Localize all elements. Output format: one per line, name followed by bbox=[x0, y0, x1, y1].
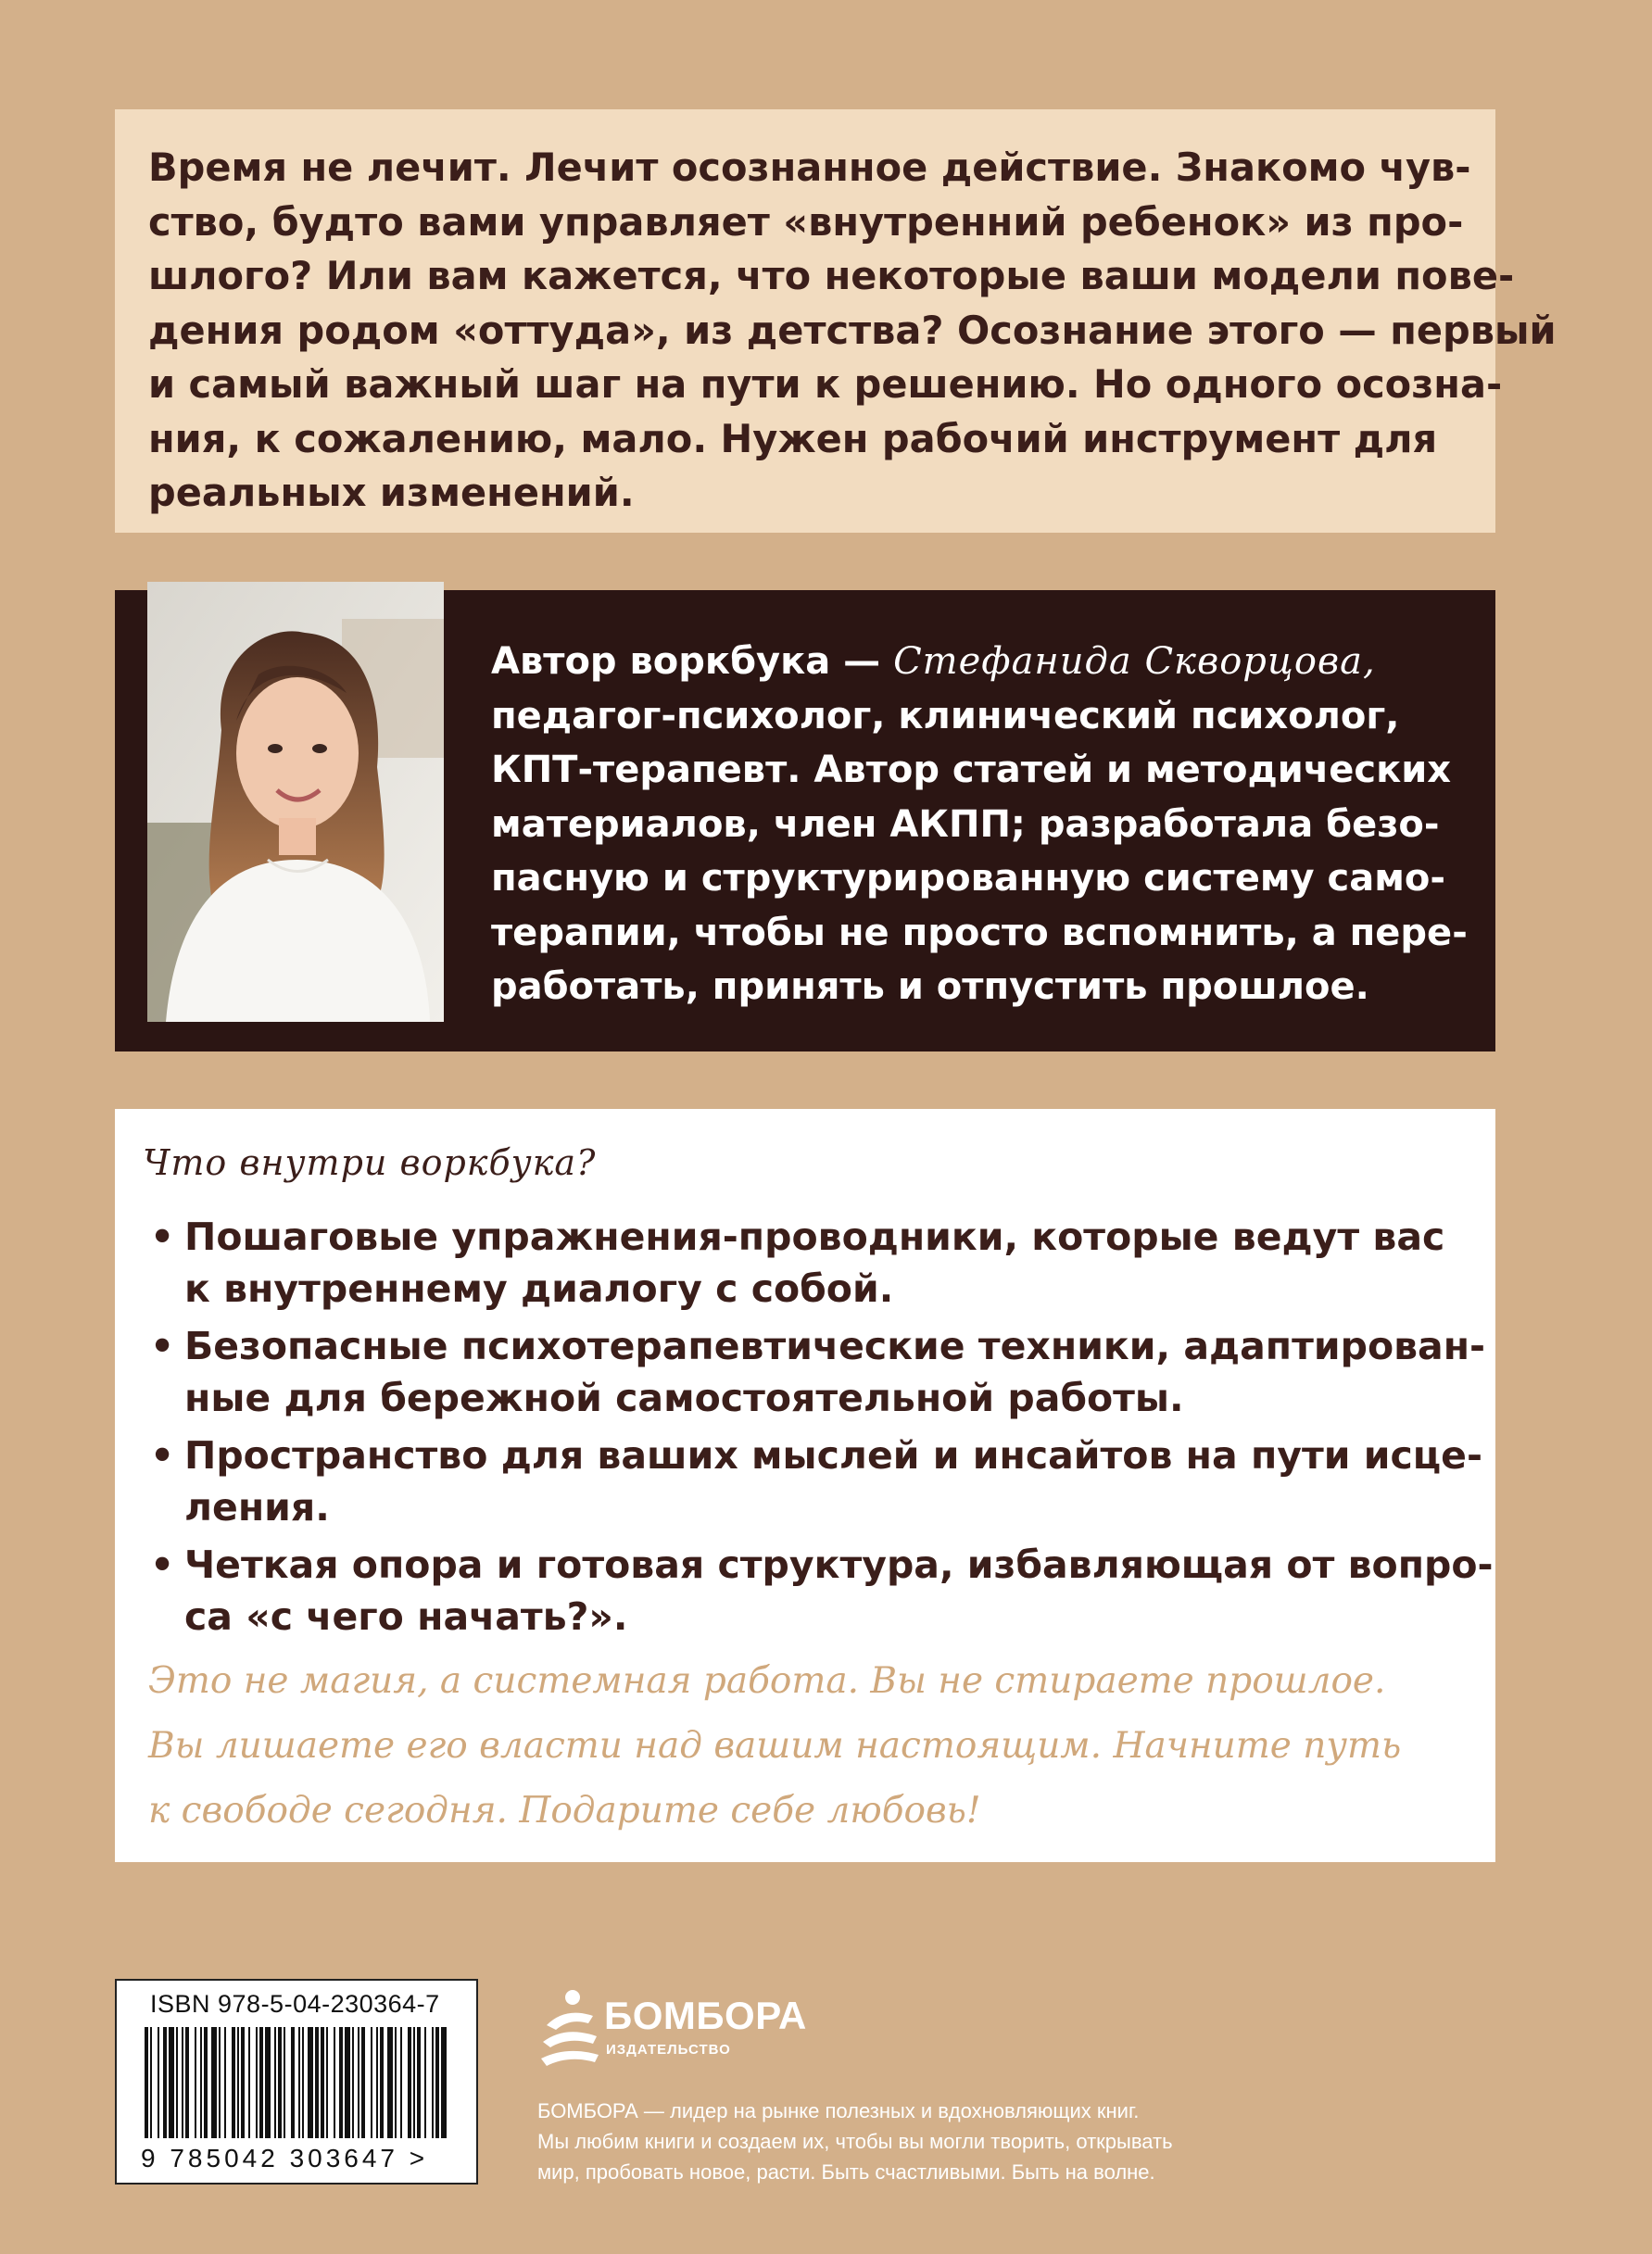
barcode-bar bbox=[219, 2027, 221, 2138]
barcode-bar bbox=[345, 2027, 350, 2138]
barcode-bar bbox=[326, 2027, 328, 2138]
list-item bbox=[143, 1320, 1486, 1424]
list-item-line: ные для бережной самостоятельной работы. bbox=[184, 1376, 1184, 1420]
barcode-bar bbox=[400, 2027, 402, 2138]
publisher-name: БОМБОРА bbox=[604, 1994, 807, 2037]
barcode-bar bbox=[241, 2027, 245, 2138]
barcode-bar bbox=[185, 2027, 189, 2138]
barcode-bar bbox=[298, 2027, 300, 2138]
author-panel bbox=[115, 590, 1495, 1051]
closing-text bbox=[148, 1649, 1473, 1844]
author-bio-line: пасную и структурированную систему само- bbox=[491, 857, 1445, 900]
author-bio-line: педагог-психолог, клинический психолог, bbox=[491, 694, 1400, 737]
barcode-bar bbox=[408, 2027, 411, 2138]
barcode-bar bbox=[163, 2027, 167, 2138]
barcode-bar bbox=[441, 2027, 447, 2138]
intro-line: Время не лечит. Лечит осознанное действие. Знакомо чув- bbox=[148, 145, 1471, 190]
list-item-line: ления. bbox=[184, 1485, 330, 1530]
intro-line: шлого? Или вам кажется, что некоторые ваши модели пове- bbox=[148, 253, 1515, 298]
list-item-line: са «с чего начать?». bbox=[184, 1594, 628, 1639]
barcode-bar bbox=[256, 2027, 258, 2138]
barcode-bar bbox=[237, 2027, 239, 2138]
barcode-bar bbox=[432, 2027, 434, 2138]
author-bio-line: КПТ-терапевт. Автор статей и методических bbox=[491, 749, 1452, 791]
publisher-logo bbox=[537, 1988, 815, 2081]
barcode-bar bbox=[435, 2027, 439, 2138]
barcode-bar bbox=[371, 2027, 372, 2138]
barcode-bar bbox=[232, 2027, 235, 2138]
barcode-bar bbox=[248, 2027, 250, 2138]
bullet-icon: • bbox=[150, 1215, 175, 1259]
publisher-blurb-line: мир, пробовать новое, расти. Быть счастливыми. Быть на волне. bbox=[537, 2160, 1155, 2184]
barcode-bar bbox=[176, 2027, 178, 2138]
barcode-bar bbox=[200, 2027, 202, 2138]
author-bio-line: работать, принять и отпустить прошлое. bbox=[491, 965, 1369, 1008]
barcode-bar bbox=[308, 2027, 313, 2138]
barcode-bar bbox=[204, 2027, 208, 2138]
barcode-bar bbox=[361, 2027, 365, 2138]
barcode-bar bbox=[387, 2027, 393, 2138]
barcode-bar bbox=[395, 2027, 397, 2138]
author-bio-prefix: Автор воркбука — bbox=[491, 640, 894, 683]
list-item bbox=[143, 1211, 1458, 1315]
barcode-bar bbox=[169, 2027, 174, 2138]
intro-line: реальных изменений. bbox=[148, 470, 635, 515]
barcode-bar bbox=[315, 2027, 319, 2138]
barcode-digits: 9 785042 303647 > bbox=[141, 2144, 429, 2172]
intro-line: ния, к сожалению, мало. Нужен рабочий инструмент для bbox=[148, 415, 1438, 461]
barcode-bar bbox=[145, 2027, 148, 2138]
closing-line: к свободе сегодня. Подарите себе любовь! bbox=[148, 1790, 981, 1832]
barcode-icon bbox=[141, 2027, 456, 2143]
inside-heading: Что внутри воркбука? bbox=[143, 1142, 597, 1183]
barcode-bar bbox=[259, 2027, 263, 2138]
barcode-bar bbox=[413, 2027, 415, 2138]
barcode-bar bbox=[150, 2027, 152, 2138]
barcode-bar bbox=[291, 2027, 295, 2138]
barcode-bar bbox=[182, 2027, 183, 2138]
barcode-bar bbox=[224, 2027, 226, 2138]
barcode-bar bbox=[352, 2027, 354, 2138]
bombora-wave-icon bbox=[537, 1988, 602, 2071]
publisher-blurb bbox=[537, 2096, 1297, 2187]
author-bio-line: материалов, член АКПП; разработала безо- bbox=[491, 802, 1440, 846]
isbn-text: ISBN 978-5-04-230364-7 bbox=[150, 1990, 440, 2018]
author-photo bbox=[147, 582, 444, 1022]
intro-line: и самый важный шаг на пути к решению. Но одного осозна- bbox=[148, 361, 1503, 407]
author-name: Стефанида Скворцова, bbox=[893, 640, 1376, 683]
barcode-bar bbox=[358, 2027, 359, 2138]
author-bio-line: терапии, чтобы не просто вспомнить, а пере- bbox=[491, 911, 1468, 954]
barcode-bar bbox=[265, 2027, 271, 2138]
list-item-line: Безопасные психотерапевтические техники, адаптирован- bbox=[184, 1324, 1486, 1368]
closing-line: Это не магия, а системная работа. Вы не стираете прошлое. bbox=[148, 1660, 1386, 1702]
feature-list bbox=[143, 1211, 1494, 1648]
publisher-blurb-line: БОМБОРА — лидер на рынке полезных и вдохновляющих книг. bbox=[537, 2099, 1140, 2122]
barcode-bar bbox=[302, 2027, 304, 2138]
barcode-bar bbox=[321, 2027, 324, 2138]
list-item bbox=[143, 1539, 1494, 1643]
intro-panel bbox=[115, 109, 1557, 533]
barcode-bar bbox=[195, 2027, 196, 2138]
bullet-icon: • bbox=[150, 1433, 175, 1478]
barcode-bar bbox=[278, 2027, 282, 2138]
list-item-line: Пошаговые упражнения-проводники, которые ведут вас bbox=[184, 1215, 1445, 1259]
barcode-bar bbox=[274, 2027, 276, 2138]
author-bio bbox=[491, 635, 1466, 1014]
barcode-bar bbox=[424, 2027, 426, 2138]
closing-line: Вы лишаете его власти над вашим настоящим. Начните путь bbox=[148, 1725, 1402, 1767]
publisher-subtitle: ИЗДАТЕЛЬСТВО bbox=[606, 2042, 731, 2058]
publisher-blurb-line: Мы любим книги и создаем их, чтобы вы могли творить, открывать bbox=[537, 2130, 1173, 2153]
bullet-icon: • bbox=[150, 1543, 175, 1587]
barcode-bar bbox=[284, 2027, 285, 2138]
inside-panel bbox=[115, 1109, 1495, 1862]
list-item bbox=[143, 1429, 1483, 1533]
barcode-bar bbox=[380, 2027, 384, 2138]
barcode-bar bbox=[158, 2027, 159, 2138]
intro-line: дения родом «оттуда», из детства? Осознание этого — первый bbox=[148, 307, 1557, 353]
list-item-line: Четкая опора и готовая структура, избавляющая от вопро- bbox=[184, 1543, 1494, 1587]
barcode-bar bbox=[211, 2027, 217, 2138]
intro-line: ство, будто вами управляет «внутренний ребенок» из про- bbox=[148, 198, 1464, 245]
barcode-bar bbox=[334, 2027, 335, 2138]
barcode-bar bbox=[339, 2027, 343, 2138]
list-item-line: к внутреннему диалогу с собой. bbox=[184, 1266, 894, 1311]
barcode-bar bbox=[417, 2027, 421, 2138]
barcode-bar bbox=[376, 2027, 378, 2138]
bullet-icon: • bbox=[150, 1324, 175, 1368]
list-item-line: Пространство для ваших мыслей и инсайтов на пути исце- bbox=[184, 1433, 1483, 1478]
barcode-box bbox=[115, 1979, 478, 2185]
